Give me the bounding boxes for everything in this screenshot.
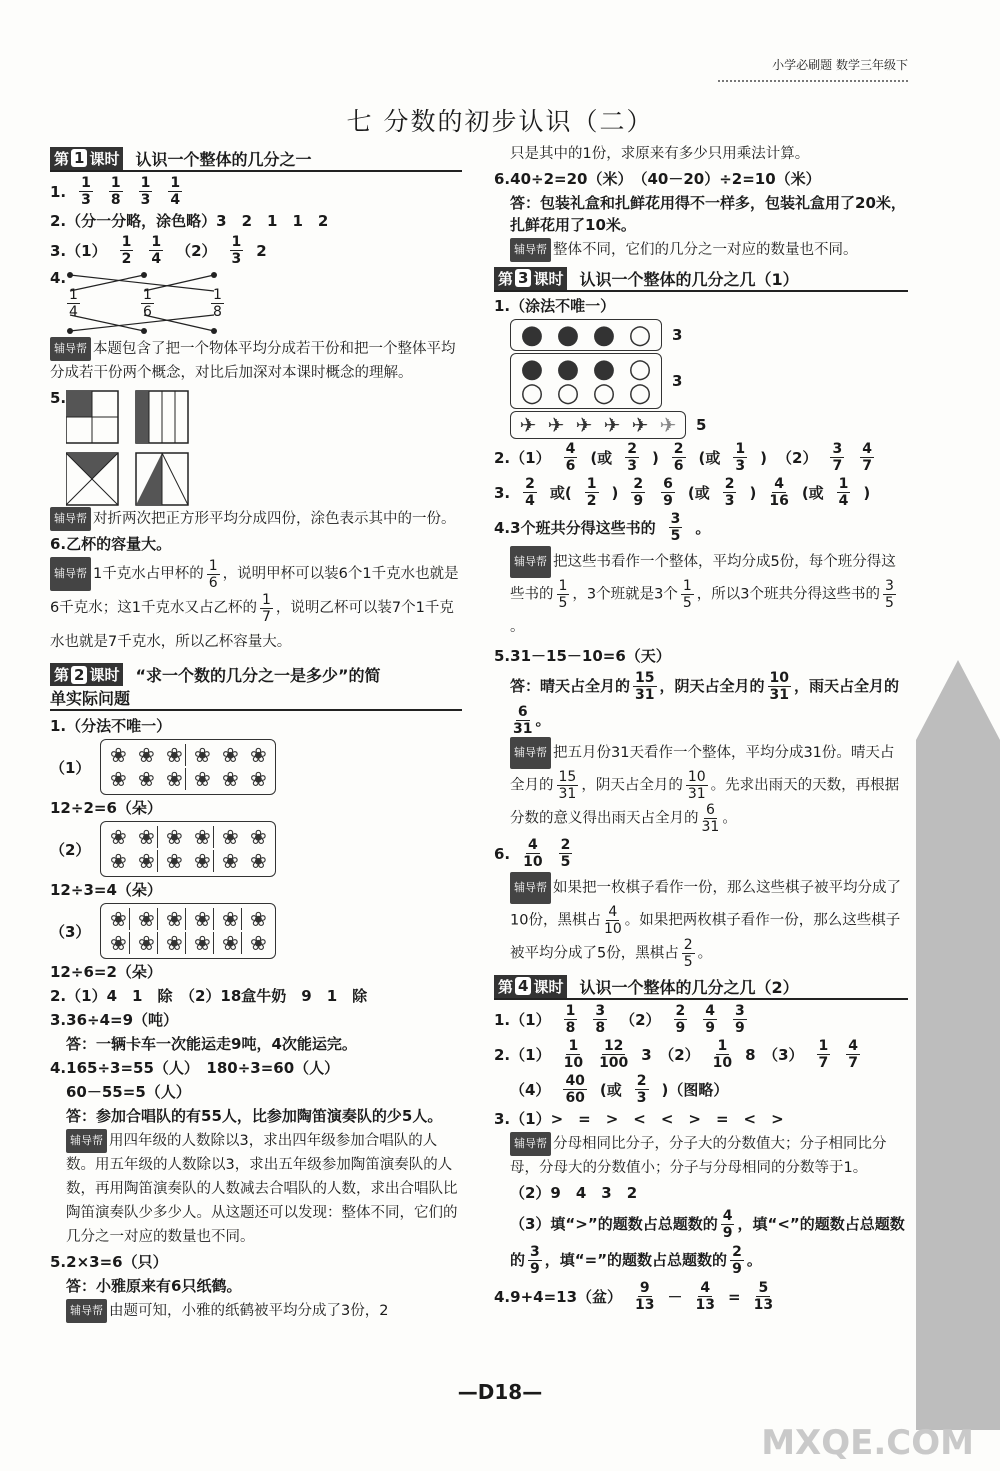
- tip-6: 辅导帮 整体不同，它们的几分之一对应的数量也不同。: [494, 238, 908, 262]
- answer-6-ans: 答：包装礼盒和扎鲜花用得不一样多，包装礼盒用了20米，扎鲜花用了10米。: [510, 194, 906, 234]
- lesson-1-header: [50, 146, 462, 172]
- fraction: $\frac{1}{3}$: [140, 175, 151, 208]
- answer-6: 6.40÷2=20（米） （40－20）÷2=10（米）: [494, 170, 821, 188]
- l2-answer-4-ans: 答：参加合唱队的有55人，比参加陶笛演奏队的少5人。: [66, 1107, 443, 1125]
- flower-group-1: （1） ❀ ❀ ❀ ❀ ❀ ❀ ❀ ❀ ❀ ❀ ❀ ❀: [50, 739, 462, 795]
- lesson-badge: 第 4 课时: [494, 975, 567, 998]
- book-title: 小学必刷题 数学三年级下: [772, 58, 908, 72]
- l3-tip-5: 辅导帮 把五月份31天看作一个整体，平均分成31份。晴天占全月的 $\frac{15}{31}$ ，阴天占全月的 $\frac{10}{31}$ 。先求出雨天的天数，再根据分数的意义得出雨天占全月的 $\frac{6}{31}$ 。: [494, 737, 908, 835]
- l4-answer-3c: （3）填“>”的题数占总题数的 $\frac{4}{9}$ ，填“<”的题数占总题数的 $\frac{3}{9}$ ，填“=”的题数占总题数的 $\frac{2}{9}$ 。: [510, 1208, 905, 1277]
- equation: 12÷6=2（朵）: [50, 963, 162, 981]
- l4-answer-2b: （4） $\frac{40}{60}$ (或 $\frac{2}{3}$ )（图略）: [510, 1073, 729, 1106]
- tip-icon: 辅导帮: [50, 337, 91, 361]
- l2-answer-4: 4.165÷3=55（人） 180÷3=60（人）: [50, 1059, 340, 1077]
- square-figures: [66, 389, 196, 507]
- matching-diagram: [64, 269, 264, 337]
- page-number: —D18—: [457, 1380, 543, 1404]
- l3-answer-5-ans: 答：晴天占全月的 $\frac{15}{31}$ ，阴天占全月的 $\frac{10}{31}$ ，雨天占全月的 $\frac{6}{31}$ 。: [510, 670, 900, 737]
- answer-2: 2.（分一分略，涂色略）3 2 1 1 2: [50, 212, 329, 230]
- header: [772, 56, 908, 73]
- lesson-badge: 第 3 课时: [494, 267, 567, 290]
- right-column: [494, 142, 908, 1315]
- answer-1: 1. $\frac{1}{3}$ $\frac{1}{8}$ $\frac{1}{3}$ $\frac{1}{4}$: [50, 175, 181, 208]
- flower-group-2: （2） ❀ ❀ ❀ ❀ ❀ ❀ ❀ ❀ ❀ ❀ ❀ ❀: [50, 821, 462, 877]
- l3-answer-3: 3. $\frac{2}{4}$ 或( $\frac{1}{2}$ ) $\frac{2}{9}$ $\frac{6}{9}$ (或 $\frac{2}{3}$ ) $\frac{4}{16}$ (或 $\frac{1}{4}$ ): [494, 476, 871, 509]
- l3-answer-5: 5.31－15－10=6（天）: [494, 647, 671, 665]
- fraction: $\frac{1}{3}$: [81, 175, 91, 208]
- l2-tip-5: 辅导帮 由题可知，小雅的纸鹤被平均分成了3份，2: [50, 1299, 462, 1323]
- tip-6: 辅导帮 1千克水占甲杯的 $\frac{1}{6}$ ，说明甲杯可以装6个1千克水也就是6千克水；这1千克水又占乙杯的 $\frac{1}{7}$ ，说明乙杯可以装7个1千克水也就是7千克水，所以乙杯容量大。: [50, 557, 459, 650]
- l2-answer-2: 2.（1）4 1 除 （2）18盒牛奶 9 1 除: [50, 987, 368, 1005]
- l2-answer-1: 1.（分法不唯一）: [50, 717, 172, 735]
- lesson-badge: 第 1 课时: [50, 147, 123, 170]
- lesson-2-header: 第 2 课时 “求一个数的几分之一是多少”的简 单实际问题: [50, 663, 462, 711]
- l3-tip-6: 辅导帮 如果把一枚棋子看作一份，那么这些棋子被平均分成了10份，黑棋占 $\frac{4}{10}$ 。如果把两枚棋子看作一份，那么这些棋子被平均分成了5份，黑棋占 $\frac{2}{5}$ 。: [494, 872, 908, 970]
- l2-answer-3-ans: 答：一辆卡车一次能运走9吨，4次能运完。: [66, 1035, 357, 1053]
- watermark: MXQE.COM: [761, 1423, 974, 1463]
- l4-answer-3b: （2）9 4 3 2: [510, 1184, 638, 1202]
- answer-5-figures: 5.: [50, 389, 462, 507]
- l2-answer-3: 3.36÷4=9（吨）: [50, 1011, 179, 1029]
- fraction: $\frac{1}{8}$: [110, 175, 121, 208]
- answer-3: 3.（1） $\frac{1}{2}$ $\frac{1}{4}$ （2） $\frac{1}{3}$ 2: [50, 234, 267, 267]
- l2-answer-5-ans: 答：小雅原来有6只纸鹤。: [66, 1277, 242, 1295]
- l3-tip-4: 辅导帮 把这些书看作一个整体，平均分成5份，每个班分得这些书的 $\frac{1}{5}$ ，3个班就是3个 $\frac{1}{5}$ ，所以3个班共分得这些书的 $\frac{3}{5}$ 。: [494, 546, 908, 643]
- lesson-badge: 第 2 课时: [50, 663, 123, 686]
- left-column: [50, 142, 462, 1323]
- l4-answer-2: 2.（1） $\frac{1}{10}$ $\frac{12}{100}$ 3 （2） $\frac{1}{10}$ 8 （3） $\frac{1}{7}$ $\frac{4}{7}$: [494, 1038, 859, 1071]
- answer-4-matching: 4. $\frac{1}{4}$ $\frac{1}{6}$ $\frac{1}{8}$: [50, 269, 462, 337]
- lesson-title: 认识一个整体的几分之一: [135, 149, 312, 169]
- l4-answer-3: 3.（1）> = > < < > = < >: [494, 1110, 784, 1128]
- tip-5: 辅导帮 对折两次把正方形平均分成四份，涂色表示其中的一份。: [50, 507, 462, 531]
- side-decoration: [916, 660, 1000, 1430]
- ball-row-1: ● ● ● ○ 3: [494, 319, 908, 351]
- l3-answer-4: 4.3个班共分得这些书的 $\frac{3}{5}$ 。: [494, 511, 711, 544]
- header-divider: [718, 80, 908, 82]
- l3-answer-1: 1.（涂法不唯一）: [494, 297, 616, 315]
- equation: 12÷2=6（朵）: [50, 799, 162, 817]
- l4-answer-4: 4.9+4=13（盆） $\frac{9}{13}$ － $\frac{4}{13}$ = $\frac{5}{13}$: [494, 1280, 774, 1313]
- l2-answer-5: 5.2×3=6（只）: [50, 1253, 168, 1271]
- l4-tip-3: 辅导帮 分母相同比分子，分子大的分数值大；分子相同比分母，分母大的分数值小；分子与分母相同的分数等于1。: [494, 1132, 908, 1180]
- answer-6: 6.乙杯的容量大。: [50, 535, 172, 553]
- page-title: 七 分数的初步认识（二）: [346, 107, 654, 136]
- l4-answer-1: 1.（1） $\frac{1}{8}$ $\frac{3}{8}$ （2） $\frac{2}{9}$ $\frac{4}{9}$ $\frac{3}{9}$: [494, 1003, 745, 1036]
- tip-continued: 只是其中的1份，求原来有多少只用乘法计算。: [510, 146, 810, 162]
- flower-group-3: （3） ❀ ❀ ❀ ❀ ❀ ❀ ❀ ❀ ❀ ❀ ❀ ❀: [50, 903, 462, 959]
- shuttle-row: ✈ ✈ ✈ ✈ ✈ ✈ 5: [494, 411, 908, 439]
- l2-answer-4b: 60－55=5（人）: [66, 1083, 191, 1101]
- l2-tip-4: 辅导帮 用四年级的人数除以3，求出四年级参加合唱队的人数。用五年级的人数除以3，求出五年级参加陶笛演奏队的人数，再用陶笛演奏队的人数减去合唱队的人数，求出合唱队比陶笛演奏队少多少人。从这题还可以发现：整体不同，它们的几分之一对应的数量也不同。: [50, 1129, 462, 1249]
- ball-row-2: ● ● ● ○ ○ ○ ○ ○ 3: [494, 353, 908, 409]
- tip-4: 辅导帮 本题包含了把一个物体平均分成若干份和把一个整体平均分成若干份两个概念，对比后加深对本课时概念的理解。: [50, 337, 462, 385]
- lesson-4-header: 第 4 课时 认识一个整体的几分之几（2）: [494, 974, 908, 1000]
- l3-answer-2: 2.（1） $\frac{4}{6}$ (或 $\frac{2}{3}$ ) $\frac{2}{6}$ (或 $\frac{1}{3}$ ) （2） $\frac{3}{7}$ $\frac{4}{7}$: [494, 441, 872, 474]
- fraction: $\frac{1}{4}$: [170, 175, 181, 208]
- equation: 12÷3=4（朵）: [50, 881, 162, 899]
- lesson-3-header: 第 3 课时 认识一个整体的几分之几（1）: [494, 266, 908, 292]
- l3-answer-6: 6. $\frac{4}{10}$ $\frac{2}{5}$: [494, 837, 571, 870]
